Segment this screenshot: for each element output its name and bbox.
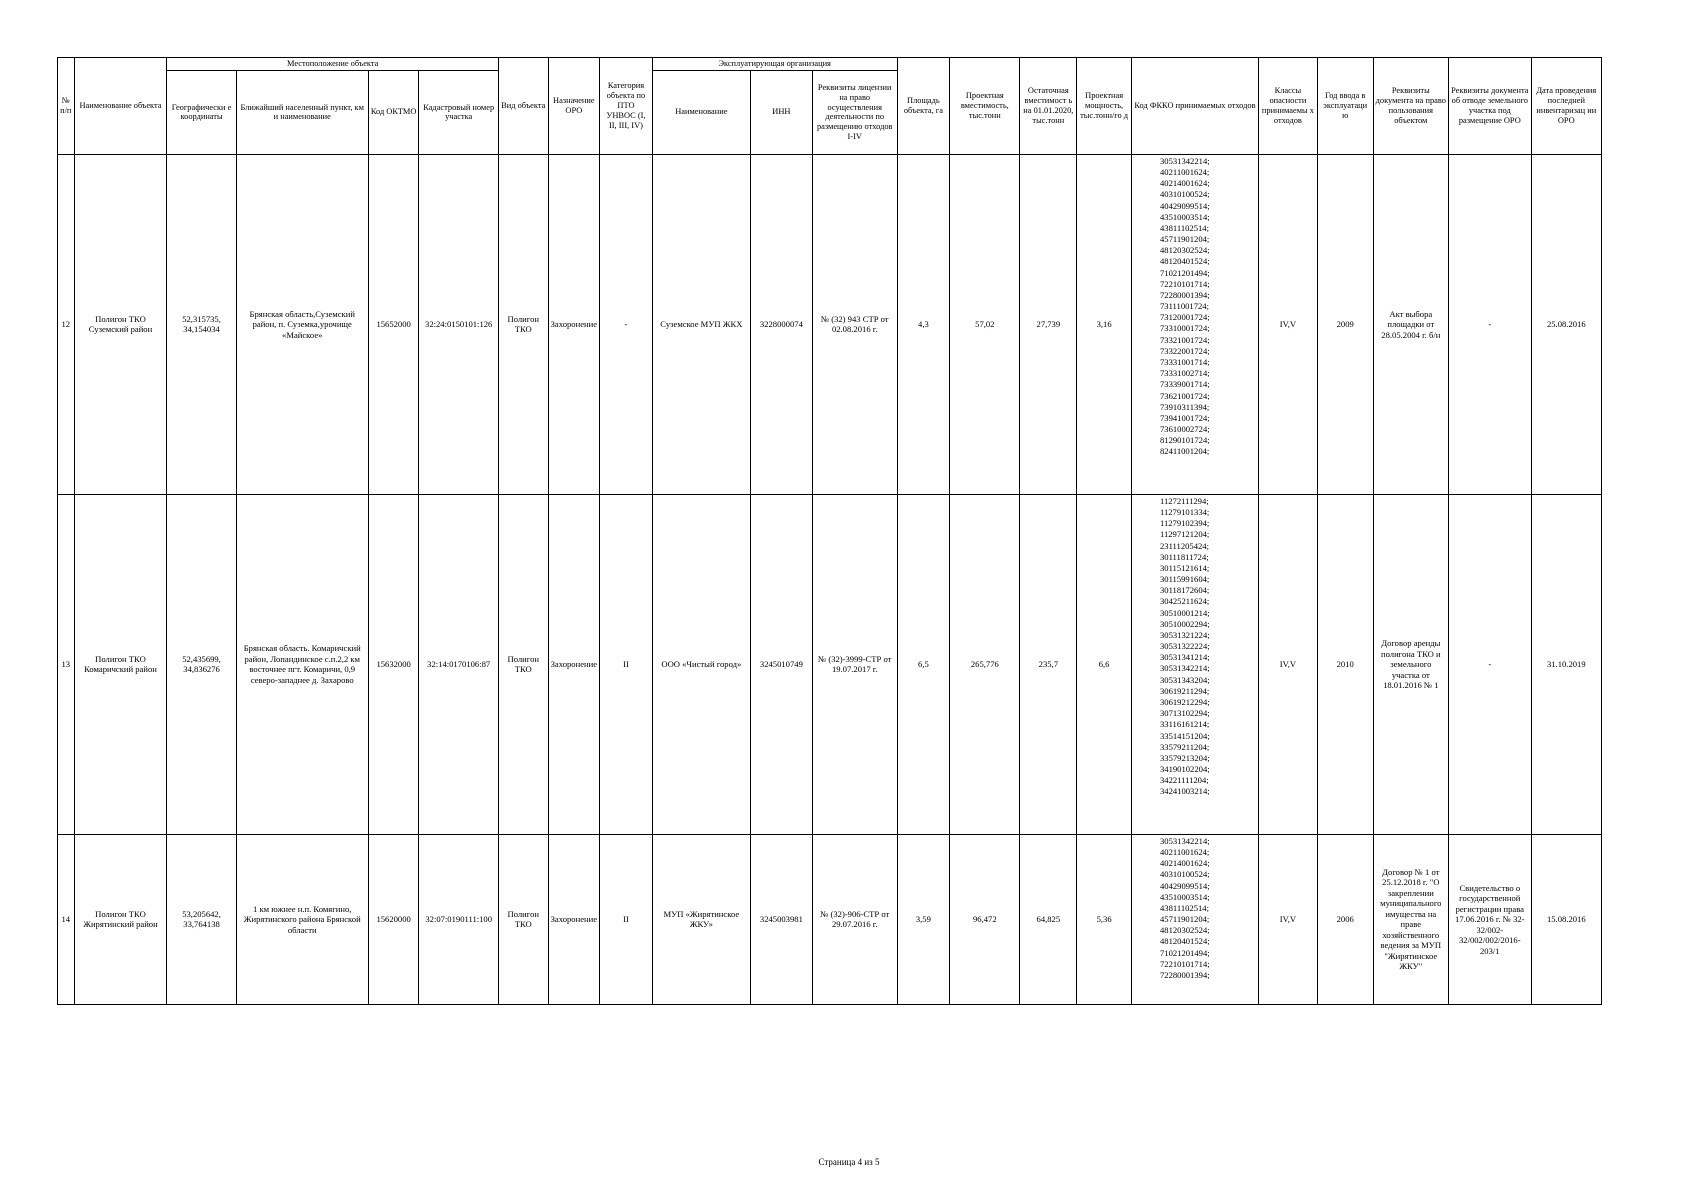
- fkko-code: 48120302524;: [1159, 245, 1210, 256]
- fkko-code: 48120302524;: [1159, 925, 1210, 936]
- cell-object-type: Полигон ТКО: [498, 494, 548, 834]
- header-residual: Остаточная вместимост ь на 01.01.2020, тыс.тонн: [1020, 58, 1077, 155]
- fkko-code: 40214001624;: [1159, 858, 1210, 869]
- fkko-code: 33514151204;: [1159, 730, 1210, 741]
- cell-area: 3,59: [897, 834, 950, 1004]
- cell-power: 3,16: [1077, 154, 1132, 494]
- header-year: Год ввода в эксплуатаци ю: [1317, 58, 1373, 155]
- cell-purpose: Захоронение: [548, 494, 600, 834]
- header-license: Реквизиты лицензии на право осуществления деятельности по размещению отходов I-IV: [812, 70, 897, 154]
- cell-year: 2010: [1317, 494, 1373, 834]
- fkko-code: 72210101714;: [1159, 278, 1210, 289]
- fkko-code: 30531343204;: [1159, 674, 1210, 685]
- cell-area: 6,5: [897, 494, 950, 834]
- cell-year: 2009: [1317, 154, 1373, 494]
- header-purpose: Назначение ОРО: [548, 58, 600, 155]
- fkko-code-list: [1160, 496, 1256, 832]
- header-hazard: Классы опасности принимаемы х отходов: [1258, 58, 1317, 155]
- fkko-code: 40310100524;: [1159, 869, 1210, 880]
- fkko-code: 43510003514;: [1159, 891, 1210, 902]
- cell-num: 13: [58, 494, 75, 834]
- header-coords: Географически е координаты: [167, 70, 236, 154]
- fkko-code: 81290101724;: [1159, 435, 1210, 446]
- fkko-code: 30619211294;: [1159, 685, 1210, 696]
- cell-coords: 53,205642, 33,764138: [167, 834, 236, 1004]
- fkko-code: 33579211204;: [1159, 741, 1210, 752]
- fkko-code: 30425211624;: [1159, 596, 1210, 607]
- cell-hazard: IV,V: [1258, 154, 1317, 494]
- waste-facility-registry-table: [57, 57, 1602, 1005]
- fkko-code: 30713102294;: [1159, 708, 1210, 719]
- cell-purpose: Захоронение: [548, 154, 600, 494]
- cell-hazard: IV,V: [1258, 834, 1317, 1004]
- cell-residual: 235,7: [1020, 494, 1077, 834]
- fkko-code: 30118172604;: [1159, 585, 1210, 596]
- fkko-code: 72210101714;: [1159, 958, 1210, 969]
- header-inventory-date: Дата проведения последней инвентаризац ии ОРО: [1531, 58, 1601, 155]
- cell-fkko-codes: [1131, 834, 1258, 1004]
- cell-org-name: ООО «Чистый город»: [652, 494, 750, 834]
- cell-allotment-docs: -: [1448, 154, 1531, 494]
- fkko-code: 30531341214;: [1159, 652, 1210, 663]
- cell-year: 2006: [1317, 834, 1373, 1004]
- cell-cadastral: 32:24:0150101:126: [419, 154, 499, 494]
- header-allotment-docs: Реквизиты документа об отводе земельного участка под размещение ОРО: [1448, 58, 1531, 155]
- cell-capacity: 265,776: [950, 494, 1020, 834]
- header-group-operator: Эксплуатирующая организация: [652, 58, 897, 71]
- fkko-code: 72280001394;: [1159, 289, 1210, 300]
- cell-category: II: [600, 494, 653, 834]
- cell-inventory-date: 25.08.2016: [1531, 154, 1601, 494]
- fkko-code: 23111205424;: [1159, 540, 1209, 551]
- cell-org-name: Суземское МУП ЖКХ: [652, 154, 750, 494]
- fkko-code: 34190102204;: [1159, 764, 1210, 775]
- header-fkko: Код ФККО принимаемых отходов: [1131, 58, 1258, 155]
- cell-allotment-docs: Свидетельство о государственной регистрации права 17.06.2016 г. № 32-32/002-32/002/002/2016-203/1: [1448, 834, 1531, 1004]
- fkko-code: 40310100524;: [1159, 189, 1210, 200]
- cell-inn: 3245003981: [750, 834, 812, 1004]
- cell-object-name: Полигон ТКО Комаричский район: [74, 494, 167, 834]
- cell-power: 5,36: [1077, 834, 1132, 1004]
- cell-usage-docs: Договор аренды полигона ТКО и земельного участка от 18.01.2016 № 1: [1373, 494, 1448, 834]
- fkko-code: 45711901204;: [1159, 234, 1210, 245]
- cell-inn: 3245010749: [750, 494, 812, 834]
- fkko-code: 40429099514;: [1159, 880, 1210, 891]
- header-power: Проектная мощность, тыс.тонн/го д: [1077, 58, 1132, 155]
- cell-capacity: 96,472: [950, 834, 1020, 1004]
- fkko-code: 11272111294;: [1159, 495, 1209, 506]
- fkko-code: 30111811724;: [1159, 551, 1209, 562]
- cell-object-type: Полигон ТКО: [498, 154, 548, 494]
- header-area: Площадь объекта, га: [897, 58, 950, 155]
- fkko-code: 30531342214;: [1159, 155, 1210, 166]
- cell-org-name: МУП «Жирятинское ЖКУ»: [652, 834, 750, 1004]
- fkko-code: 73339001714;: [1159, 379, 1210, 390]
- header-capacity: Проектная вместимость, тыс.тонн: [950, 58, 1020, 155]
- fkko-code: 73621001724;: [1159, 390, 1210, 401]
- header-inn: ИНН: [750, 70, 812, 154]
- cell-num: 14: [58, 834, 75, 1004]
- fkko-code: 48120401524;: [1159, 256, 1210, 267]
- header-oktmo: Код ОКТМО: [368, 70, 419, 154]
- fkko-code: 30531342214;: [1159, 835, 1210, 846]
- header-num: № п/п: [58, 58, 75, 155]
- fkko-code: 40211001624;: [1159, 847, 1210, 858]
- fkko-code: 73331001714;: [1159, 357, 1210, 367]
- cell-object-name: Полигон ТКО Суземский район: [74, 154, 167, 494]
- cell-object-type: Полигон ТКО: [498, 834, 548, 1004]
- fkko-code: 30531342214;: [1159, 663, 1210, 674]
- cell-category: II: [600, 834, 653, 1004]
- table-row: [58, 494, 1602, 834]
- cell-nearest-settlement: 1 км южнее н.п. Комягино, Жирятинского района Брянской области: [236, 834, 368, 1004]
- cell-residual: 27,739: [1020, 154, 1077, 494]
- cell-usage-docs: Акт выбора площадки от 28.05.2004 г. б/н: [1373, 154, 1448, 494]
- header-cadastral: Кадастровый номер участка: [419, 70, 499, 154]
- fkko-code: 43811102514;: [1159, 902, 1209, 913]
- cell-oktmo: 15652000: [368, 154, 419, 494]
- header-category: Категория объекта по ПТО УНВОС (I, II, III, IV): [600, 58, 653, 155]
- fkko-code: 34241003214;: [1159, 786, 1210, 797]
- fkko-code: 40211001624;: [1159, 167, 1210, 178]
- fkko-code: 40429099514;: [1159, 200, 1210, 211]
- cell-hazard: IV,V: [1258, 494, 1317, 834]
- cell-purpose: Захоронение: [548, 834, 600, 1004]
- fkko-code: 45711901204;: [1159, 914, 1210, 925]
- cell-allotment-docs: -: [1448, 494, 1531, 834]
- fkko-code: 30531322224;: [1159, 641, 1210, 652]
- fkko-code: 30510002294;: [1159, 618, 1210, 629]
- fkko-code: 73941001724;: [1159, 412, 1210, 423]
- fkko-code: 30619212294;: [1159, 697, 1210, 707]
- fkko-code: 30115121614;: [1159, 562, 1210, 573]
- cell-oktmo: 15632000: [368, 494, 419, 834]
- cell-fkko-codes: [1131, 154, 1258, 494]
- header-object-name: Наименование объекта: [74, 58, 167, 155]
- page-number-footer: Страница 4 из 5: [818, 1157, 880, 1167]
- fkko-code: 30510001214;: [1159, 607, 1210, 618]
- fkko-code: 73610002724;: [1159, 424, 1210, 435]
- fkko-code: 30531321224;: [1159, 629, 1210, 640]
- fkko-code: 82411001204;: [1159, 446, 1210, 457]
- cell-coords: 52,315735, 34,154034: [167, 154, 236, 494]
- fkko-code: 73111001724;: [1159, 301, 1209, 312]
- fkko-code-list: [1160, 156, 1256, 492]
- table-row: [58, 154, 1602, 494]
- cell-oktmo: 15620000: [368, 834, 419, 1004]
- fkko-code: 11297121204;: [1159, 529, 1210, 540]
- fkko-code: 11279102394;: [1159, 518, 1210, 529]
- header-usage-docs: Реквизиты документа на право пользования объектом: [1373, 58, 1448, 155]
- fkko-code: 48120401524;: [1159, 936, 1210, 947]
- cell-cadastral: 32:07:0190111:100: [419, 834, 499, 1004]
- fkko-code: 34221111204;: [1159, 775, 1209, 786]
- cell-cadastral: 32:14:0170106:87: [419, 494, 499, 834]
- fkko-code: 40214001624;: [1159, 178, 1210, 189]
- cell-area: 4,3: [897, 154, 950, 494]
- fkko-code: 73321001724;: [1159, 334, 1210, 345]
- header-group-row: [58, 58, 1602, 71]
- header-org-name: Наименование: [652, 70, 750, 154]
- fkko-code: 73310001724;: [1159, 323, 1210, 334]
- fkko-code: 73322001724;: [1159, 345, 1210, 356]
- cell-fkko-codes: [1131, 494, 1258, 834]
- fkko-code: 71021201494;: [1159, 267, 1210, 278]
- cell-capacity: 57,02: [950, 154, 1020, 494]
- header-nearest-settlement: Ближайший населенный пункт, км и наименование: [236, 70, 368, 154]
- cell-power: 6,6: [1077, 494, 1132, 834]
- fkko-code: 33116161214;: [1159, 719, 1210, 730]
- fkko-code: 43811102514;: [1159, 222, 1209, 233]
- cell-coords: 52,435699, 34,836276: [167, 494, 236, 834]
- fkko-code: 43510003514;: [1159, 211, 1210, 222]
- cell-category: -: [600, 154, 653, 494]
- cell-residual: 64,825: [1020, 834, 1077, 1004]
- cell-nearest-settlement: Брянская область,Суземский район, п. Суземка,урочище «Майское»: [236, 154, 368, 494]
- fkko-code: 11279101334;: [1159, 507, 1210, 518]
- fkko-code-list: [1160, 836, 1256, 1002]
- cell-inventory-date: 15.08.2016: [1531, 834, 1601, 1004]
- fkko-code: 73120001724;: [1159, 312, 1210, 323]
- fkko-code: 72280001394;: [1159, 969, 1210, 980]
- fkko-code: 71021201494;: [1159, 947, 1210, 958]
- header-group-location: Местоположение объекта: [167, 58, 499, 71]
- cell-license: № (32)-3999-СТР от 19.07.2017 г.: [812, 494, 897, 834]
- cell-num: 12: [58, 154, 75, 494]
- cell-nearest-settlement: Брянская область. Комаричский район, Лопандинское с.п.2,2 км восточнее пгт. Комаричи, 0,9 северо-западнее д. Захарово: [236, 494, 368, 834]
- cell-usage-docs: Договор № 1 от 25.12.2018 г. "О закреплении муниципального имущества на праве хозяйственного ведения за МУП "Жирятинское ЖКУ": [1373, 834, 1448, 1004]
- fkko-code: 33579213204;: [1159, 752, 1210, 763]
- cell-inn: 3228000074: [750, 154, 812, 494]
- cell-inventory-date: 31.10.2019: [1531, 494, 1601, 834]
- cell-object-name: Полигон ТКО Жирятинский район: [74, 834, 167, 1004]
- header-object-type: Вид объекта: [498, 58, 548, 155]
- fkko-code: 30115991604;: [1159, 574, 1210, 585]
- cell-license: № (32)-906-СТР от 29.07.2016 г.: [812, 834, 897, 1004]
- fkko-code: 73910311394;: [1159, 401, 1210, 412]
- table-row: [58, 834, 1602, 1004]
- fkko-code: 73331002714;: [1159, 368, 1210, 379]
- cell-license: № (32) 943 СТР от 02.08.2016 г.: [812, 154, 897, 494]
